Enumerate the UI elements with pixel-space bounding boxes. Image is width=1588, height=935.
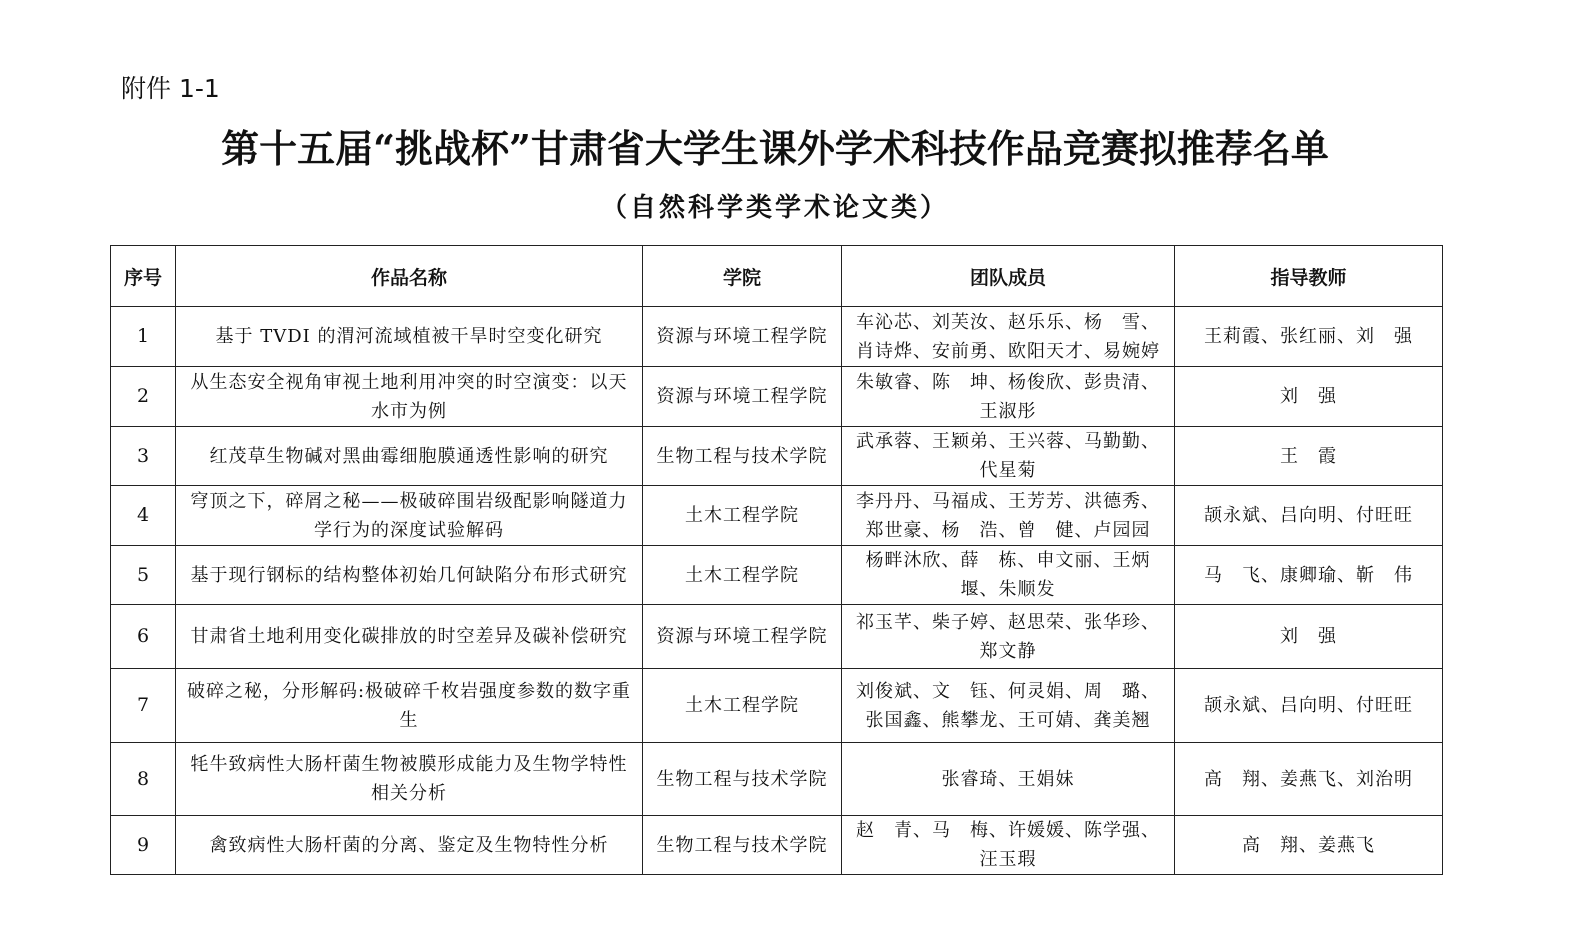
row-college: 土木工程学院 [643, 669, 842, 743]
table-row [111, 367, 1443, 427]
row-no: 4 [111, 486, 176, 546]
row-members: 李丹丹、马福成、王芳芳、洪德秀、郑世豪、杨 浩、曾 健、卢园园 [842, 486, 1175, 546]
document-subtitle: （自然科学类学术论文类） [600, 193, 949, 223]
row-college: 资源与环境工程学院 [643, 307, 842, 367]
row-advisors: 高 翔、姜燕飞、刘治明 [1175, 743, 1443, 816]
row-work-title: 牦牛致病性大肠杆菌生物被膜形成能力及生物学特性相关分析 [176, 743, 643, 816]
row-members: 武承蓉、王颖弟、王兴蓉、马勤勤、代星菊 [842, 427, 1175, 486]
row-advisors: 颉永斌、吕向明、付旺旺 [1175, 669, 1443, 743]
row-advisors: 王 霞 [1175, 427, 1443, 486]
row-members: 张睿琦、王娟妹 [842, 743, 1175, 816]
attachment-label: 附件 1-1 [121, 74, 220, 103]
row-work-title: 破碎之秘，分形解码:极破碎千枚岩强度参数的数字重生 [176, 669, 643, 743]
table-row [111, 307, 1443, 367]
table-row [111, 669, 1443, 743]
row-no: 6 [111, 605, 176, 669]
row-no: 9 [111, 816, 176, 875]
row-advisors: 马 飞、康卿瑜、靳 伟 [1175, 546, 1443, 605]
row-members: 刘俊斌、文 钰、何灵娟、周 璐、张国鑫、熊攀龙、王可婧、龚美翘 [842, 669, 1175, 743]
row-college: 土木工程学院 [643, 546, 842, 605]
row-college: 资源与环境工程学院 [643, 605, 842, 669]
row-work-title: 基于 TVDI 的渭河流域植被干旱时空变化研究 [176, 307, 643, 367]
row-work-title: 基于现行钢标的结构整体初始几何缺陷分布形式研究 [176, 546, 643, 605]
header-college: 学院 [643, 246, 842, 307]
row-no: 2 [111, 367, 176, 427]
table-row [111, 546, 1443, 605]
row-no: 3 [111, 427, 176, 486]
table-row [111, 743, 1443, 816]
row-work-title: 穹顶之下，碎屑之秘——极破碎围岩级配影响隧道力学行为的深度试验解码 [176, 486, 643, 546]
row-advisors: 刘 强 [1175, 605, 1443, 669]
document-title: 第十五届“挑战杯”甘肃省大学生课外学术科技作品竞赛拟推荐名单 [221, 126, 1329, 171]
row-work-title: 甘肃省土地利用变化碳排放的时空差异及碳补偿研究 [176, 605, 643, 669]
table-row [111, 486, 1443, 546]
row-no: 1 [111, 307, 176, 367]
table-row [111, 605, 1443, 669]
row-advisors: 高 翔、姜燕飞 [1175, 816, 1443, 875]
table-row [111, 816, 1443, 875]
row-no: 8 [111, 743, 176, 816]
row-work-title: 禽致病性大肠杆菌的分离、鉴定及生物特性分析 [176, 816, 643, 875]
row-members: 车沁芯、刘芙汝、赵乐乐、杨 雪、肖诗烨、安前勇、欧阳天才、易婉婷 [842, 307, 1175, 367]
row-college: 资源与环境工程学院 [643, 367, 842, 427]
row-college: 生物工程与技术学院 [643, 816, 842, 875]
row-no: 5 [111, 546, 176, 605]
header-advisors: 指导教师 [1175, 246, 1443, 307]
row-college: 土木工程学院 [643, 486, 842, 546]
header-members: 团队成员 [842, 246, 1175, 307]
row-college: 生物工程与技术学院 [643, 427, 842, 486]
table-header-row [111, 246, 1443, 307]
row-members: 赵 青、马 梅、许媛媛、陈学强、汪玉瑕 [842, 816, 1175, 875]
row-advisors: 颉永斌、吕向明、付旺旺 [1175, 486, 1443, 546]
recommendation-table [110, 245, 1443, 875]
header-work: 作品名称 [176, 246, 643, 307]
row-advisors: 王莉霞、张红丽、刘 强 [1175, 307, 1443, 367]
row-members: 杨畔沐欣、薛 栋、申文丽、王炳堰、朱顺发 [842, 546, 1175, 605]
table-row [111, 427, 1443, 486]
row-members: 朱敏睿、陈 坤、杨俊欣、彭贵清、王淑彤 [842, 367, 1175, 427]
row-work-title: 红茂草生物碱对黑曲霉细胞膜通透性影响的研究 [176, 427, 643, 486]
header-no: 序号 [111, 246, 176, 307]
row-advisors: 刘 强 [1175, 367, 1443, 427]
row-no: 7 [111, 669, 176, 743]
row-college: 生物工程与技术学院 [643, 743, 842, 816]
row-work-title: 从生态安全视角审视土地利用冲突的时空演变：以天水市为例 [176, 367, 643, 427]
row-members: 祁玉芊、柴子婷、赵思荣、张华珍、郑文静 [842, 605, 1175, 669]
